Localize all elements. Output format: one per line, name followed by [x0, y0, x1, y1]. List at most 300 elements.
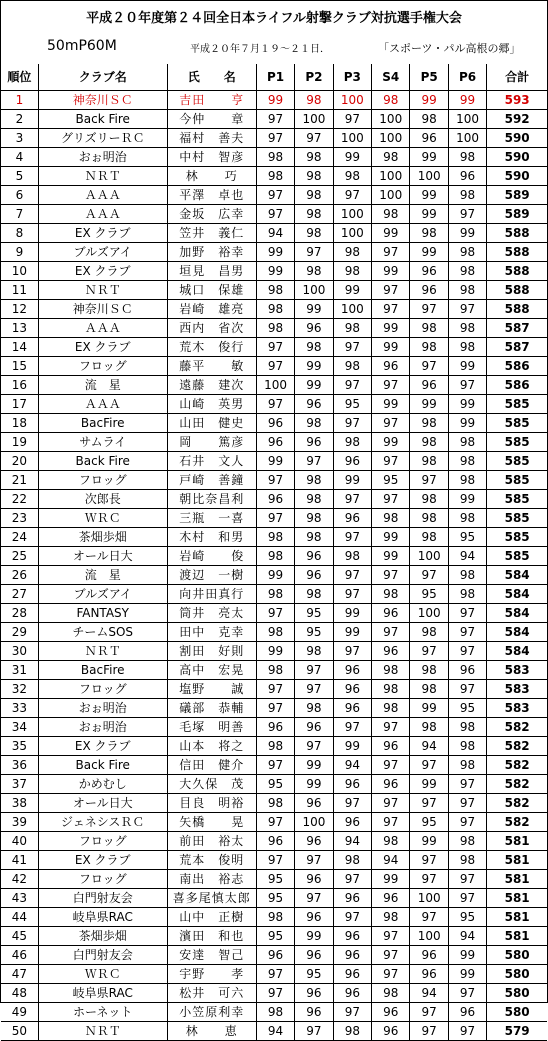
score-p6-cell: 98: [448, 338, 486, 357]
score-p5-cell: 97: [410, 642, 448, 661]
club-cell: ブルズアイ: [38, 585, 167, 604]
score-p5-cell: 99: [410, 148, 448, 167]
rank-cell: 46: [1, 946, 38, 965]
score-p1-cell: 99: [256, 243, 294, 262]
total-cell: 581: [487, 927, 547, 946]
total-cell: 584: [487, 566, 547, 585]
club-cell: ＷＲＣ: [38, 509, 167, 528]
rank-cell: 25: [1, 547, 38, 566]
score-p2-cell: 99: [295, 300, 333, 319]
score-p2-cell: 96: [295, 794, 333, 813]
score-p1-cell: 96: [256, 718, 294, 737]
results-table: [1, 64, 547, 1041]
club-cell: EX クラブ: [38, 224, 167, 243]
rank-cell: 33: [1, 699, 38, 718]
rank-cell: 28: [1, 604, 38, 623]
score-p2-cell: 98: [295, 471, 333, 490]
score-p3-cell: 99: [333, 737, 371, 756]
club-cell: サムライ: [38, 433, 167, 452]
score-p3-cell: 100: [333, 205, 371, 224]
score-p2-cell: 97: [295, 737, 333, 756]
table-row: [1, 490, 547, 509]
shooter-name-cell: 林 巧: [167, 167, 256, 186]
total-cell: 580: [487, 946, 547, 965]
table-row: [1, 129, 547, 148]
table-row: [1, 661, 547, 680]
rank-cell: 16: [1, 376, 38, 395]
total-cell: 585: [487, 509, 547, 528]
club-cell: EX クラブ: [38, 737, 167, 756]
score-p5-cell: 98: [410, 680, 448, 699]
table-row: [1, 110, 547, 129]
score-p2-cell: 96: [295, 946, 333, 965]
total-cell: 590: [487, 129, 547, 148]
total-cell: 585: [487, 471, 547, 490]
shooter-name-cell: 加野 裕幸: [167, 243, 256, 262]
score-p5-cell: 96: [410, 129, 448, 148]
club-cell: チームSOS: [38, 623, 167, 642]
score-s4-cell: 99: [372, 547, 410, 566]
score-p2-cell: 97: [295, 452, 333, 471]
score-p5-cell: 97: [410, 870, 448, 889]
club-cell: EX クラブ: [38, 262, 167, 281]
score-s4-cell: 97: [372, 300, 410, 319]
score-p3-cell: 96: [333, 927, 371, 946]
score-p1-cell: 97: [256, 813, 294, 832]
total-cell: 593: [487, 91, 547, 110]
score-p1-cell: 96: [256, 433, 294, 452]
score-p2-cell: 98: [295, 490, 333, 509]
score-s4-cell: 97: [372, 927, 410, 946]
rank-cell: 15: [1, 357, 38, 376]
total-cell: 585: [487, 395, 547, 414]
total-cell: 588: [487, 243, 547, 262]
rank-cell: 17: [1, 395, 38, 414]
score-p3-cell: 99: [333, 281, 371, 300]
score-p3-cell: 97: [333, 376, 371, 395]
shooter-name-cell: 南出 裕志: [167, 870, 256, 889]
score-p1-cell: 96: [256, 490, 294, 509]
rank-cell: 3: [1, 129, 38, 148]
rank-cell: 7: [1, 205, 38, 224]
score-p2-cell: 100: [295, 281, 333, 300]
total-cell: 586: [487, 357, 547, 376]
total-cell: 588: [487, 300, 547, 319]
shooter-name-cell: 山田 健史: [167, 414, 256, 433]
rank-cell: 38: [1, 794, 38, 813]
rank-cell: 43: [1, 889, 38, 908]
column-header-p1: P1: [256, 64, 294, 91]
rank-cell: 10: [1, 262, 38, 281]
table-row: [1, 91, 547, 110]
score-p6-cell: 98: [448, 756, 486, 775]
score-p1-cell: 97: [256, 604, 294, 623]
score-s4-cell: 96: [372, 1022, 410, 1041]
shooter-name-cell: 岩崎 雄亮: [167, 300, 256, 319]
total-cell: 580: [487, 965, 547, 984]
score-p1-cell: 98: [256, 528, 294, 547]
score-p6-cell: 96: [448, 1003, 486, 1022]
shooter-name-cell: 林 恵: [167, 1022, 256, 1041]
score-p2-cell: 97: [295, 243, 333, 262]
score-p1-cell: 97: [256, 965, 294, 984]
rank-cell: 39: [1, 813, 38, 832]
score-p5-cell: 100: [410, 167, 448, 186]
score-p6-cell: 94: [448, 927, 486, 946]
score-s4-cell: 100: [372, 110, 410, 129]
total-cell: 589: [487, 205, 547, 224]
column-header-p3: P3: [333, 64, 371, 91]
column-header-p2: P2: [295, 64, 333, 91]
table-row: [1, 167, 547, 186]
score-p1-cell: 97: [256, 357, 294, 376]
score-p5-cell: 97: [410, 851, 448, 870]
column-header-p6: P6: [448, 64, 486, 91]
score-p1-cell: 99: [256, 566, 294, 585]
score-p2-cell: 98: [295, 585, 333, 604]
table-row: [1, 718, 547, 737]
score-p2-cell: 95: [295, 965, 333, 984]
score-p2-cell: 98: [295, 91, 333, 110]
shooter-name-cell: 前田 裕太: [167, 832, 256, 851]
score-p6-cell: 99: [448, 357, 486, 376]
score-s4-cell: 96: [372, 642, 410, 661]
total-cell: 585: [487, 452, 547, 471]
rank-cell: 40: [1, 832, 38, 851]
column-header-s4: S4: [372, 64, 410, 91]
score-p5-cell: 100: [410, 547, 448, 566]
rank-cell: 23: [1, 509, 38, 528]
score-p3-cell: 100: [333, 300, 371, 319]
score-p1-cell: 97: [256, 338, 294, 357]
total-cell: 585: [487, 414, 547, 433]
score-p6-cell: 97: [448, 813, 486, 832]
rank-cell: 11: [1, 281, 38, 300]
score-s4-cell: 97: [372, 965, 410, 984]
score-p5-cell: 98: [410, 319, 448, 338]
table-row: [1, 756, 547, 775]
score-p5-cell: 97: [410, 1003, 448, 1022]
score-p2-cell: 98: [295, 205, 333, 224]
club-cell: フロッグ: [38, 471, 167, 490]
shooter-name-cell: 中村 智彦: [167, 148, 256, 167]
club-cell: 岐阜県RAC: [38, 984, 167, 1003]
score-p3-cell: 99: [333, 604, 371, 623]
score-p2-cell: 97: [295, 889, 333, 908]
table-row: [1, 395, 547, 414]
club-cell: 流 星: [38, 376, 167, 395]
score-p3-cell: 97: [333, 528, 371, 547]
shooter-name-cell: 木村 和男: [167, 528, 256, 547]
rank-cell: 24: [1, 528, 38, 547]
table-row: [1, 224, 547, 243]
score-p3-cell: 98: [333, 262, 371, 281]
score-p6-cell: 98: [448, 452, 486, 471]
score-p6-cell: 98: [448, 319, 486, 338]
table-row: [1, 566, 547, 585]
shooter-name-cell: 渡辺 一樹: [167, 566, 256, 585]
score-p1-cell: 94: [256, 1022, 294, 1041]
score-s4-cell: 98: [372, 148, 410, 167]
rank-cell: 12: [1, 300, 38, 319]
shooter-name-cell: 矢橋 晃: [167, 813, 256, 832]
score-p5-cell: 97: [410, 300, 448, 319]
column-header-club: クラブ名: [38, 64, 167, 91]
table-row: [1, 889, 547, 908]
score-p5-cell: 99: [410, 205, 448, 224]
club-cell: ＮＲＴ: [38, 167, 167, 186]
score-p6-cell: 95: [448, 699, 486, 718]
score-p5-cell: 96: [410, 281, 448, 300]
column-header-total: 合計: [487, 64, 547, 91]
total-cell: 579: [487, 1022, 547, 1041]
score-p5-cell: 97: [410, 794, 448, 813]
score-s4-cell: 95: [372, 471, 410, 490]
score-p3-cell: 100: [333, 224, 371, 243]
score-p6-cell: 98: [448, 509, 486, 528]
score-s4-cell: 99: [372, 319, 410, 338]
score-s4-cell: 99: [372, 262, 410, 281]
score-p6-cell: 97: [448, 623, 486, 642]
score-p3-cell: 97: [333, 110, 371, 129]
club-cell: おぉ明治: [38, 699, 167, 718]
table-row: [1, 699, 547, 718]
score-s4-cell: 96: [372, 889, 410, 908]
table-row: [1, 376, 547, 395]
shooter-name-cell: 福村 善夫: [167, 129, 256, 148]
score-p5-cell: 94: [410, 737, 448, 756]
shooter-name-cell: 岡 篤彦: [167, 433, 256, 452]
shooter-name-cell: 荒木 俊行: [167, 338, 256, 357]
club-cell: ブルズアイ: [38, 243, 167, 262]
total-cell: 580: [487, 984, 547, 1003]
shooter-name-cell: 笠井 義仁: [167, 224, 256, 243]
score-p1-cell: 98: [256, 737, 294, 756]
total-cell: 583: [487, 661, 547, 680]
club-cell: Back Fire: [38, 452, 167, 471]
shooter-name-cell: 松井 可六: [167, 984, 256, 1003]
shooter-name-cell: 山中 正樹: [167, 908, 256, 927]
total-cell: 581: [487, 832, 547, 851]
total-cell: 582: [487, 737, 547, 756]
club-cell: フロッグ: [38, 832, 167, 851]
shooter-name-cell: 金坂 広幸: [167, 205, 256, 224]
table-row: [1, 642, 547, 661]
rank-cell: 35: [1, 737, 38, 756]
score-p3-cell: 96: [333, 452, 371, 471]
rank-cell: 27: [1, 585, 38, 604]
total-cell: 586: [487, 376, 547, 395]
score-p5-cell: 99: [410, 243, 448, 262]
score-p2-cell: 98: [295, 148, 333, 167]
score-p1-cell: 97: [256, 756, 294, 775]
club-cell: ＡＡＡ: [38, 205, 167, 224]
rank-cell: 18: [1, 414, 38, 433]
club-cell: ＮＲＴ: [38, 1022, 167, 1041]
shooter-name-cell: 安達 智己: [167, 946, 256, 965]
score-s4-cell: 98: [372, 680, 410, 699]
column-header-name: 氏 名: [167, 64, 256, 91]
club-cell: フロッグ: [38, 680, 167, 699]
score-s4-cell: 100: [372, 167, 410, 186]
score-s4-cell: 98: [372, 205, 410, 224]
rank-cell: 5: [1, 167, 38, 186]
rank-cell: 4: [1, 148, 38, 167]
score-s4-cell: 100: [372, 186, 410, 205]
score-p3-cell: 96: [333, 680, 371, 699]
club-cell: オール日大: [38, 794, 167, 813]
score-s4-cell: 96: [372, 775, 410, 794]
score-p3-cell: 99: [333, 471, 371, 490]
total-cell: 585: [487, 490, 547, 509]
score-p1-cell: 98: [256, 167, 294, 186]
total-cell: 589: [487, 186, 547, 205]
score-s4-cell: 99: [372, 224, 410, 243]
header-row: [1, 64, 547, 91]
score-p2-cell: 95: [295, 623, 333, 642]
table-row: [1, 775, 547, 794]
rank-cell: 2: [1, 110, 38, 129]
club-cell: おぉ明治: [38, 148, 167, 167]
club-cell: 神奈川ＳＣ: [38, 300, 167, 319]
total-cell: 590: [487, 167, 547, 186]
table-row: [1, 205, 547, 224]
score-p1-cell: 95: [256, 775, 294, 794]
score-p2-cell: 97: [295, 661, 333, 680]
score-p2-cell: 100: [295, 110, 333, 129]
score-p2-cell: 96: [295, 984, 333, 1003]
shooter-name-cell: 戸崎 善鐘: [167, 471, 256, 490]
score-p5-cell: 98: [410, 490, 448, 509]
score-s4-cell: 98: [372, 91, 410, 110]
club-cell: ＮＲＴ: [38, 642, 167, 661]
score-p3-cell: 96: [333, 965, 371, 984]
total-cell: 584: [487, 623, 547, 642]
rank-cell: 31: [1, 661, 38, 680]
score-p3-cell: 98: [333, 547, 371, 566]
score-p2-cell: 98: [295, 338, 333, 357]
score-p5-cell: 97: [410, 471, 448, 490]
score-p2-cell: 98: [295, 224, 333, 243]
score-s4-cell: 97: [372, 414, 410, 433]
score-p6-cell: 96: [448, 661, 486, 680]
score-p2-cell: 96: [295, 319, 333, 338]
club-cell: グリズリーＲＣ: [38, 129, 167, 148]
score-p2-cell: 96: [295, 395, 333, 414]
event-dates: 平成２０年７月１９～２１日．: [190, 44, 330, 55]
total-cell: 583: [487, 699, 547, 718]
score-p3-cell: 97: [333, 642, 371, 661]
total-cell: 588: [487, 262, 547, 281]
score-p5-cell: 98: [410, 433, 448, 452]
score-p5-cell: 96: [410, 946, 448, 965]
score-p3-cell: 97: [333, 414, 371, 433]
score-s4-cell: 97: [372, 376, 410, 395]
score-p6-cell: 97: [448, 300, 486, 319]
club-cell: 神奈川ＳＣ: [38, 91, 167, 110]
shooter-name-cell: 朝比奈昌利: [167, 490, 256, 509]
total-cell: 581: [487, 889, 547, 908]
table-row: [1, 623, 547, 642]
score-p1-cell: 98: [256, 547, 294, 566]
shooter-name-cell: 石井 文人: [167, 452, 256, 471]
rank-cell: 8: [1, 224, 38, 243]
score-p5-cell: 98: [410, 110, 448, 129]
club-cell: 茶畑歩畑: [38, 927, 167, 946]
score-p6-cell: 97: [448, 680, 486, 699]
score-p6-cell: 97: [448, 376, 486, 395]
rank-cell: 30: [1, 642, 38, 661]
score-p3-cell: 100: [333, 129, 371, 148]
table-row: [1, 946, 547, 965]
total-cell: 581: [487, 870, 547, 889]
score-p5-cell: 99: [410, 699, 448, 718]
score-s4-cell: 96: [372, 604, 410, 623]
score-p1-cell: 97: [256, 509, 294, 528]
club-cell: ホーネット: [38, 1003, 167, 1022]
score-s4-cell: 96: [372, 737, 410, 756]
score-p3-cell: 99: [333, 148, 371, 167]
score-p1-cell: 99: [256, 452, 294, 471]
score-s4-cell: 97: [372, 490, 410, 509]
shooter-name-cell: 濱田 和也: [167, 927, 256, 946]
score-p1-cell: 99: [256, 91, 294, 110]
score-s4-cell: 96: [372, 357, 410, 376]
table-row: [1, 794, 547, 813]
score-p1-cell: 97: [256, 186, 294, 205]
table-row: [1, 908, 547, 927]
rank-cell: 26: [1, 566, 38, 585]
score-p6-cell: 99: [448, 490, 486, 509]
score-p6-cell: 100: [448, 129, 486, 148]
club-cell: 岐阜県RAC: [38, 908, 167, 927]
score-p5-cell: 97: [410, 756, 448, 775]
score-p1-cell: 98: [256, 319, 294, 338]
score-p2-cell: 95: [295, 604, 333, 623]
score-p2-cell: 97: [295, 129, 333, 148]
score-p1-cell: 98: [256, 148, 294, 167]
shooter-name-cell: 礒部 恭輔: [167, 699, 256, 718]
score-p2-cell: 100: [295, 813, 333, 832]
rank-cell: 47: [1, 965, 38, 984]
club-cell: Back Fire: [38, 110, 167, 129]
score-p1-cell: 99: [256, 642, 294, 661]
score-p3-cell: 96: [333, 661, 371, 680]
score-p3-cell: 97: [333, 186, 371, 205]
score-p6-cell: 99: [448, 395, 486, 414]
club-cell: ＡＡＡ: [38, 319, 167, 338]
score-p1-cell: 95: [256, 889, 294, 908]
rank-cell: 50: [1, 1022, 38, 1041]
table-row: [1, 585, 547, 604]
score-p3-cell: 99: [333, 623, 371, 642]
score-p5-cell: 96: [410, 965, 448, 984]
score-p5-cell: 94: [410, 984, 448, 1003]
club-cell: フロッグ: [38, 357, 167, 376]
score-s4-cell: 98: [372, 661, 410, 680]
score-p6-cell: 98: [448, 832, 486, 851]
score-p3-cell: 98: [333, 357, 371, 376]
rank-cell: 6: [1, 186, 38, 205]
score-p3-cell: 96: [333, 984, 371, 1003]
table-row: [1, 870, 547, 889]
score-p3-cell: 98: [333, 433, 371, 452]
score-p2-cell: 98: [295, 699, 333, 718]
rank-cell: 20: [1, 452, 38, 471]
score-p3-cell: 98: [333, 851, 371, 870]
score-p6-cell: 98: [448, 471, 486, 490]
shooter-name-cell: 藤平 敏: [167, 357, 256, 376]
